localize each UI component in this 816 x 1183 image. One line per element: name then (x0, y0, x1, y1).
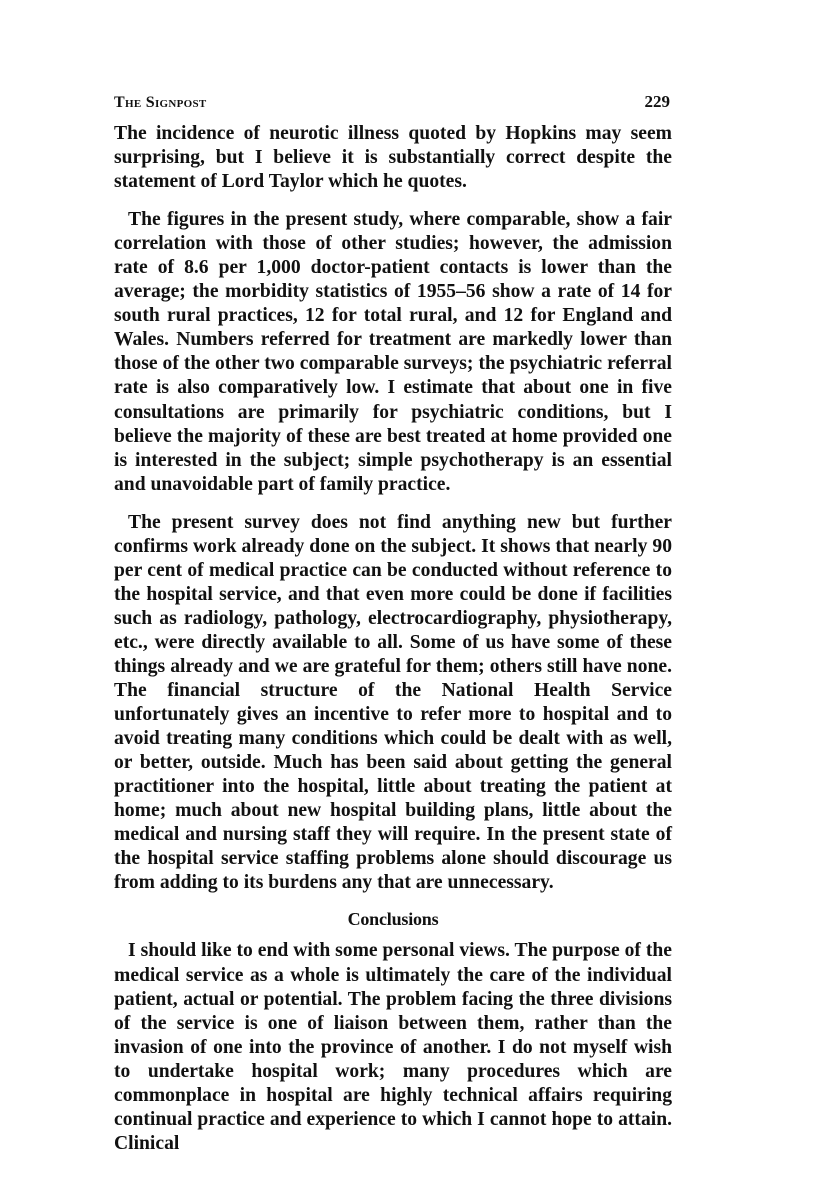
paragraph-figures-comparison: The figures in the present study, where comparable, show a fair correlation with those of other studies; however, the admission rate of 8.6 per 1,000 doctor-patient contacts is lower than the average; the morbidity statistics of 1955–56 show a rate of 14 for south rural practices, 12 for total rural, and 12 for England and Wales. Numbers referred for treatment are markedly lower than those of the other two comparable surveys; the psychiatric referral rate is also comparatively low. I estimate that about one in five consultations are primarily for psychiatric conditions, but I believe the majority of these are best treated at home provided one is interested in the subject; simple psychotherapy is an essential and unavoidable part of family practice. (114, 209, 672, 495)
paragraph-neurotic-illness: The incidence of neurotic illness quoted by Hopkins may seem surprising, but I believe it is substantially correct despite the statement of Lord Taylor which he quotes. (114, 123, 672, 193)
paragraph-conclusions: I should like to end with some personal views. The purpose of the medical service as a whole is ultimately the care of the individual patient, actual or potential. The problem facing the three divisions of the service is one of liaison between them, rather than the invasion of one into the province of another. I do not myself wish to undertake hospital work; many procedures which are commonplace in hospital are highly technical affairs requiring continual practice and experience to which I cannot hope to attain. Clinical (114, 940, 672, 1154)
paragraph-survey-findings: The present survey does not find anything new but further confirms work already done on the subject. It shows that nearly 90 per cent of medical practice can be conducted without reference to the hospital service, and that even more could be done if facilities such as radiology, pathology, electrocardiography, physiotherapy, etc., were directly available to all. Some of us have some of these things already and we are grateful for them; others still have none. The financial structure of the National Health Service unfortunately gives an incentive to refer more to hospital and to avoid treating many conditions which could be dealt with as well, or better, outside. Much has been said about getting the general practitioner into the hospital, little about treating the patient at home; much about new hospital building plans, little about the medical and nursing staff they will require. In the present state of the hospital service staffing problems alone should discourage us from adding to its burdens any that are unnecessary. (114, 511, 672, 894)
journal-page (114, 92, 672, 1156)
running-title: The Signpost (114, 94, 207, 111)
running-head (114, 92, 672, 122)
page-number: 229 (644, 92, 670, 111)
section-heading-conclusions: Conclusions (347, 909, 439, 930)
